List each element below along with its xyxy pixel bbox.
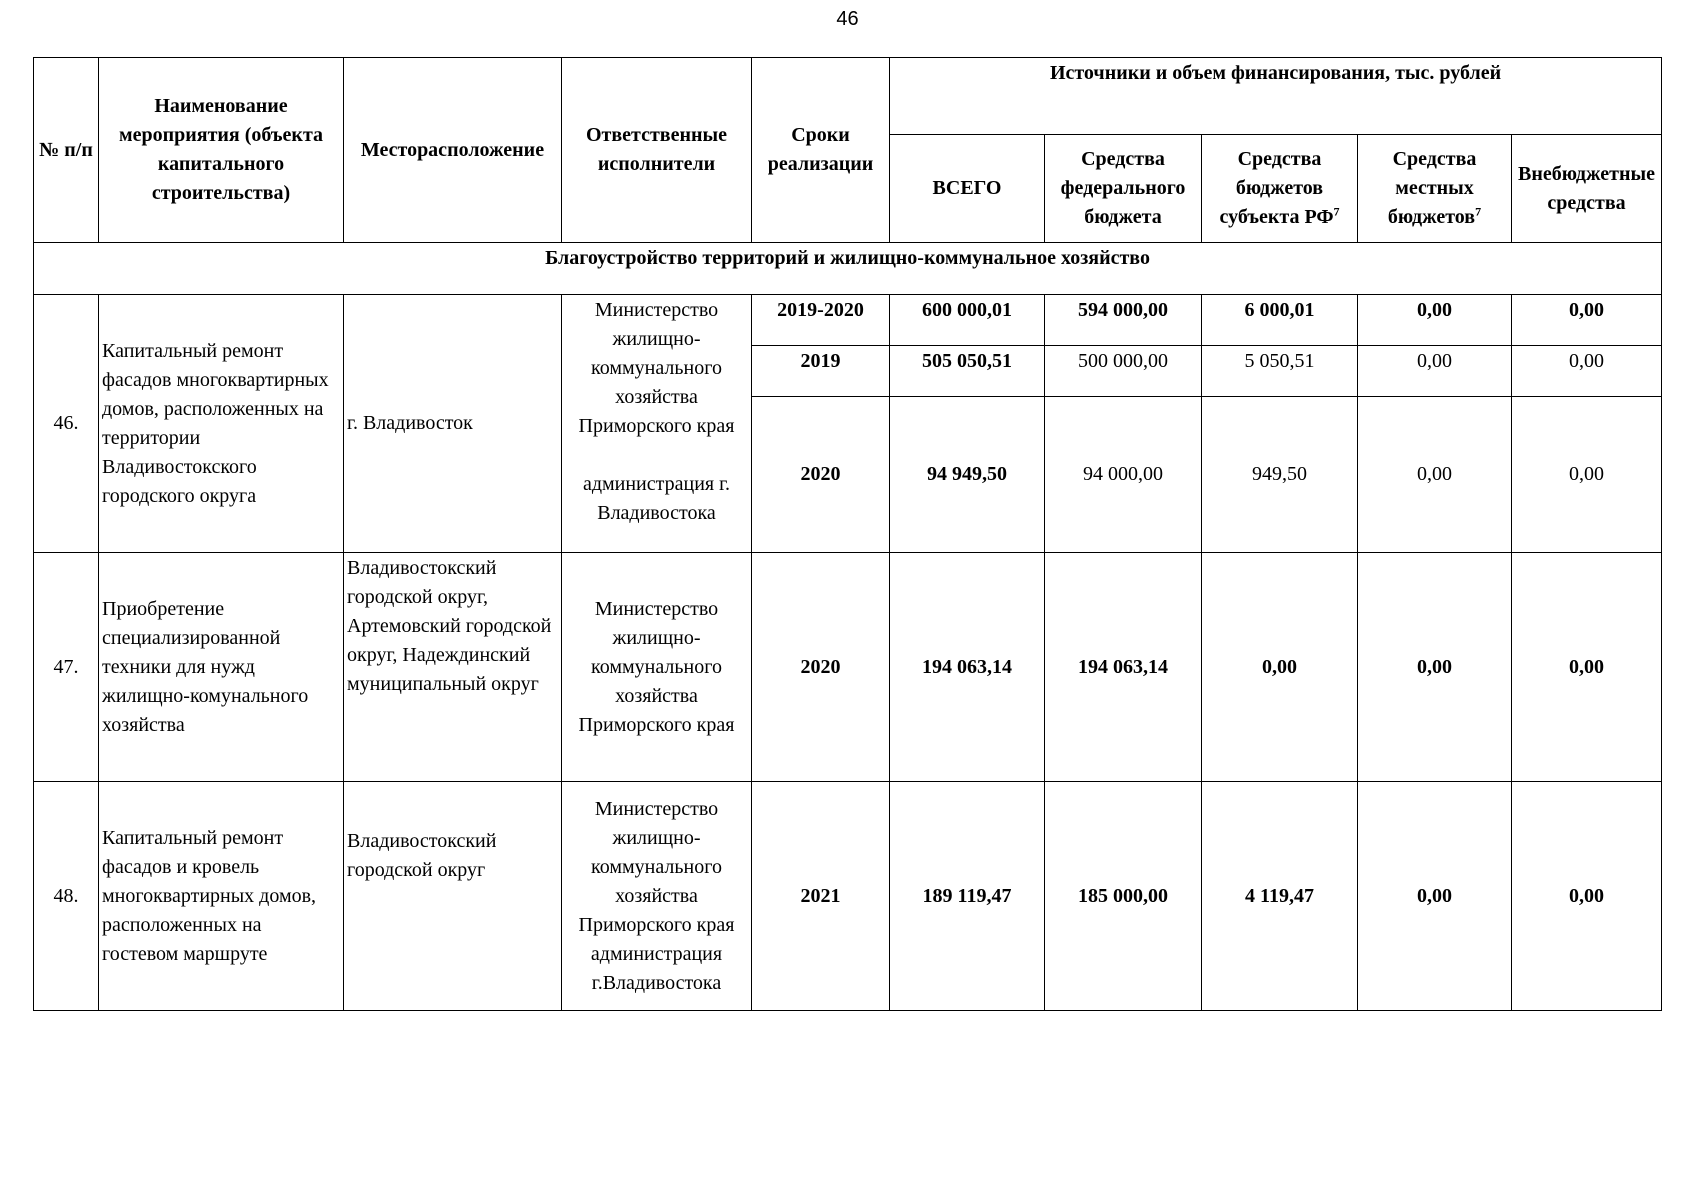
row-location: Владивостокский городской округ — [344, 782, 562, 1011]
row-regional: 4 119,47 — [1202, 782, 1358, 1011]
row-executors: Министерство жилищно-коммунального хозяйства Приморского края администрация г.Владивостока — [562, 782, 752, 1011]
row-location: г. Владивосток — [344, 295, 562, 553]
row-extra: 0,00 — [1512, 782, 1662, 1011]
row-term: 2020 — [752, 397, 890, 553]
header-terms: Сроки реализации — [752, 58, 890, 243]
header-local: Средства местных бюджетов$^7$ — [1358, 135, 1512, 243]
row-regional: 949,50 — [1202, 397, 1358, 553]
header-extra: Внебюджетные средства — [1512, 135, 1662, 243]
row-total: 94 949,50 — [890, 397, 1045, 553]
row-term: 2019 — [752, 346, 890, 397]
row-executors: Министерство жилищно-коммунального хозяйства Приморского края администрация г. Владивостока — [562, 295, 752, 553]
row-federal: 94 000,00 — [1045, 397, 1202, 553]
row-total: 189 119,47 — [890, 782, 1045, 1011]
header-federal: Средства федерального бюджета — [1045, 135, 1202, 243]
header-location: Месторасположение — [344, 58, 562, 243]
row-regional: 6 000,01 — [1202, 295, 1358, 346]
row-federal: 194 063,14 — [1045, 553, 1202, 782]
row-local: 0,00 — [1358, 397, 1512, 553]
row-name: Капитальный ремонт фасадов и кровель многоквартирных домов, расположенных на гостевом маршруте — [99, 782, 344, 1011]
row-term: 2021 — [752, 782, 890, 1011]
header-number: № п/п — [34, 58, 99, 243]
row-regional: 0,00 — [1202, 553, 1358, 782]
row-location: Владивостокский городской округ, Артемовский городской округ, Надеждинский муниципальный округ — [344, 553, 562, 782]
row-extra: 0,00 — [1512, 346, 1662, 397]
header-sources: Источники и объем финансирования, тыс. рублей — [890, 58, 1662, 135]
row-regional: 5 050,51 — [1202, 346, 1358, 397]
row-number: 47. — [34, 553, 99, 782]
row-extra: 0,00 — [1512, 295, 1662, 346]
table-row — [34, 553, 1662, 782]
row-name: Приобретение специализированной техники для нужд жилищно-комунального хозяйства — [99, 553, 344, 782]
header-name: Наименование мероприятия (объекта капитального строительства) — [99, 58, 344, 243]
row-total: 505 050,51 — [890, 346, 1045, 397]
header-regional: Средства бюджетов субъекта $РФ^7$ — [1202, 135, 1358, 243]
header-executors: Ответственные исполнители — [562, 58, 752, 243]
table-row — [34, 295, 1662, 346]
row-term: 2020 — [752, 553, 890, 782]
page-number: 46 — [836, 8, 859, 30]
row-federal: 594 000,00 — [1045, 295, 1202, 346]
row-local: 0,00 — [1358, 553, 1512, 782]
section-title: Благоустройство территорий и жилищно-коммунальное хозяйство — [34, 243, 1662, 295]
row-number: 48. — [34, 782, 99, 1011]
header-row-1 — [34, 58, 1662, 135]
row-local: 0,00 — [1358, 782, 1512, 1011]
row-number: 46. — [34, 295, 99, 553]
row-extra: 0,00 — [1512, 397, 1662, 553]
table-row — [34, 782, 1662, 1011]
footnote-mark: 7 — [1475, 204, 1482, 219]
row-total: 194 063,14 — [890, 553, 1045, 782]
row-extra: 0,00 — [1512, 553, 1662, 782]
row-name: Капитальный ремонт фасадов многоквартирных домов, расположенных на территории Владивостокского городского округа — [99, 295, 344, 553]
row-federal: 500 000,00 — [1045, 346, 1202, 397]
row-term: 2019-2020 — [752, 295, 890, 346]
row-executors: Министерство жилищно-коммунального хозяйства Приморского края — [562, 553, 752, 782]
row-total: 600 000,01 — [890, 295, 1045, 346]
footnote-mark: 7 — [1333, 204, 1340, 219]
row-federal: 185 000,00 — [1045, 782, 1202, 1011]
row-local: 0,00 — [1358, 295, 1512, 346]
section-row — [34, 243, 1662, 295]
row-local: 0,00 — [1358, 346, 1512, 397]
header-total: ВСЕГО — [890, 135, 1045, 243]
financing-table — [33, 57, 1662, 1011]
